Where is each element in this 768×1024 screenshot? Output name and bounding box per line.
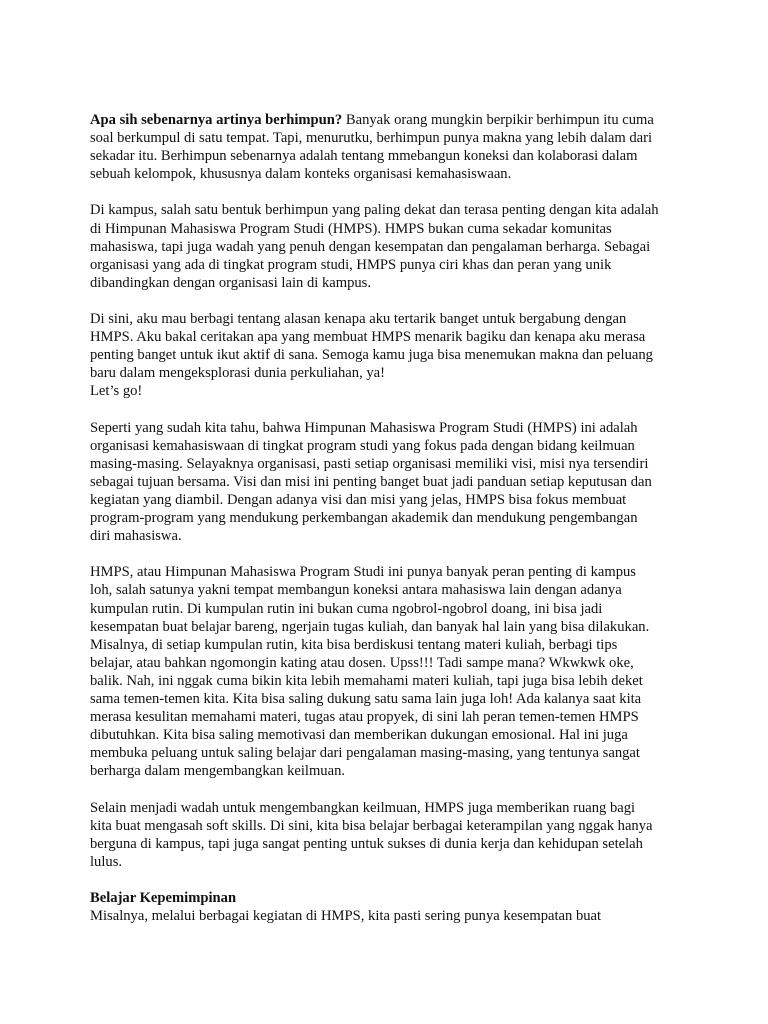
paragraph-kampus: Di kampus, salah satu bentuk berhimpun yang paling dekat dan terasa penting dengan kita adalah di Himpunan Mahasiswa Program Studi (HMPS). HMPS bukan cuma sekadar komunitas mahasiswa, tapi juga wadah yang penuh dengan kesempatan dan pengalaman berharga. Sebagai organisasi yang ada di tingkat program studi, HMPS punya ciri khas dan peran yang unik dibandingkan dengan organisasi lain di kampus.	[90, 202, 659, 291]
paragraph-peran-hmps: HMPS, atau Himpunan Mahasiswa Program Studi ini punya banyak peran penting di kampus loh, salah satunya yakni tempat membangun koneksi antara mahasiswa lain dengan adanya kumpulan rutin. Di kumpulan rutin ini bukan cuma ngobrol-ngobrol doang, ini bisa jadi kesempatan buat belajar bareng, ngerjain tugas kuliah, dan banyak hal lain yang bisa dilakukan. Misalnya, di setiap kumpulan rutin, kita bisa berdiskusi tentang materi kuliah, berbagi tips belajar, atau bahkan ngomongin kating atau dosen. Upss!!! Tadi sampe mana? Wkwkwk oke, balik. Nah, ini nggak cuma bikin kita lebih memahami materi kuliah, tapi juga bisa lebih deket sama temen-temen kita. Kita bisa saling dukung satu sama lain juga loh! Ada kalanya saat kita merasa kesulitan memahami materi, tugas atau propyek, di sini lah peran temen-temen HMPS dibutuhkan. Kita bisa saling memotivasi dan memberikan dukungan emosional. Hal ini juga membuka peluang untuk saling belajar dari pengalaman masing-masing, yang tentunya sangat berharga dalam mengembangkan keilmuan.	[90, 564, 650, 780]
paragraph-visi-misi: Seperti yang sudah kita tahu, bahwa Himpunan Mahasiswa Program Studi (HMPS) ini adalah organisasi kemahasiswaan di tingkat program studi yang fokus pada dengan bidang keilmuan masing-masing. Selayaknya organisasi, pasti setiap organisasi memiliki visi, misi nya tersendiri sebagai tujuan bersama. Visi dan misi ini penting banget buat jadi panduan setiap keputusan dan kegiatan yang diambil. Dengan adanya visi dan misi yang jelas, HMPS bisa fokus membuat program-program yang mendukung perkembangan akademik dan mendukung pengembangan diri mahasiswa.	[90, 419, 652, 545]
paragraph-soft-skills: Selain menjadi wadah untuk mengembangkan keilmuan, HMPS juga memberikan ruang bagi kita buat mengasah soft skills. Di sini, kita bisa belajar berbagai keterampilan yang nggak hanya berguna di kampus, tapi juga sangat penting untuk sukses di dunia kerja dan kehidupan setelah lulus.	[90, 799, 653, 870]
paragraph-kepemimpinan: Misalnya, melalui berbagai kegiatan di HMPS, kita pasti sering punya kesempatan buat	[90, 908, 602, 925]
paragraph-intro-text: Banyak orang mungkin berpikir berhimpun itu cuma soal berkumpul di satu tempat. Tapi, menurutku, berhimpun punya makna yang lebih dalam dari sekadar itu. Berhimpun sebenarnya adalah tentang mmebangun koneksi dan kolaborasi dalam sebuah kelompok, khususnya dalam konteks organisasi kemahasiswaan.	[90, 112, 654, 183]
document-body	[90, 111, 680, 925]
paragraph-berbagi: Di sini, aku mau berbagi tentang alasan kenapa aku tertarik banget untuk bergabung dengan HMPS. Aku bakal ceritakan apa yang membuat HMPS menarik bagiku dan kenapa aku merasa penting banget untuk ikut aktif di sana. Semoga kamu juga bisa menemukan makna dan peluang baru dalam mengeksplorasi dunia perkuliahan, ya! Let’s go!	[90, 311, 653, 400]
section-heading: Belajar Kepemimpinan	[90, 890, 237, 907]
paragraph-intro	[90, 111, 680, 183]
paragraph-intro-lead: Apa sih sebenarnya artinya berhimpun?	[90, 112, 343, 128]
